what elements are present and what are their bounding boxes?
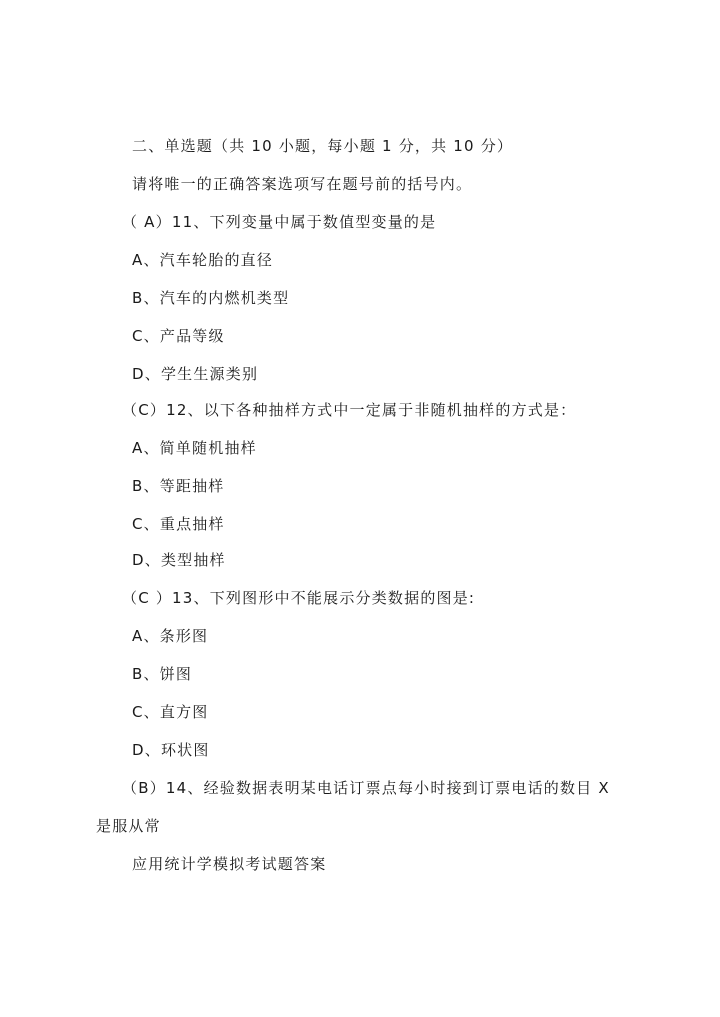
question-13-option-c: C、直方图: [132, 703, 209, 721]
question-11-option-c: C、产品等级: [132, 327, 225, 345]
question-12-option-d: D、类型抽样: [132, 551, 226, 569]
question-13-option-b: B、饼图: [132, 665, 193, 683]
section-instruction: 请将唯一的正确答案选项写在题号前的括号内。: [132, 175, 473, 193]
question-12-option-a: A、简单随机抽样: [132, 439, 257, 457]
question-11-stem: （ A）11、下列变量中属于数值型变量的是: [122, 213, 437, 231]
question-11-option-d: D、学生生源类别: [132, 365, 259, 383]
question-14-stem-line-1: （B）14、经验数据表明某电话订票点每小时接到订票电话的数目 X: [122, 779, 610, 797]
question-13-option-d: D、环状图: [132, 741, 210, 759]
question-13-option-a: A、条形图: [132, 627, 209, 645]
question-14-stem-line-2: 是服从常: [96, 817, 161, 835]
section-heading: 二、单选题（共 10 小题，每小题 1 分，共 10 分）: [132, 137, 514, 155]
question-11-option-a: A、汽车轮胎的直径: [132, 251, 274, 269]
document-title: 应用统计学模拟考试题答案: [132, 855, 327, 873]
question-12-stem: （C）12、以下各种抽样方式中一定属于非随机抽样的方式是：: [122, 401, 577, 419]
question-12-option-b: B、等距抽样: [132, 477, 225, 495]
question-13-stem: （C ）13、下列图形中不能展示分类数据的图是:: [122, 589, 476, 607]
question-11-option-b: B、汽车的内燃机类型: [132, 289, 290, 307]
question-12-option-c: C、重点抽样: [132, 515, 225, 533]
